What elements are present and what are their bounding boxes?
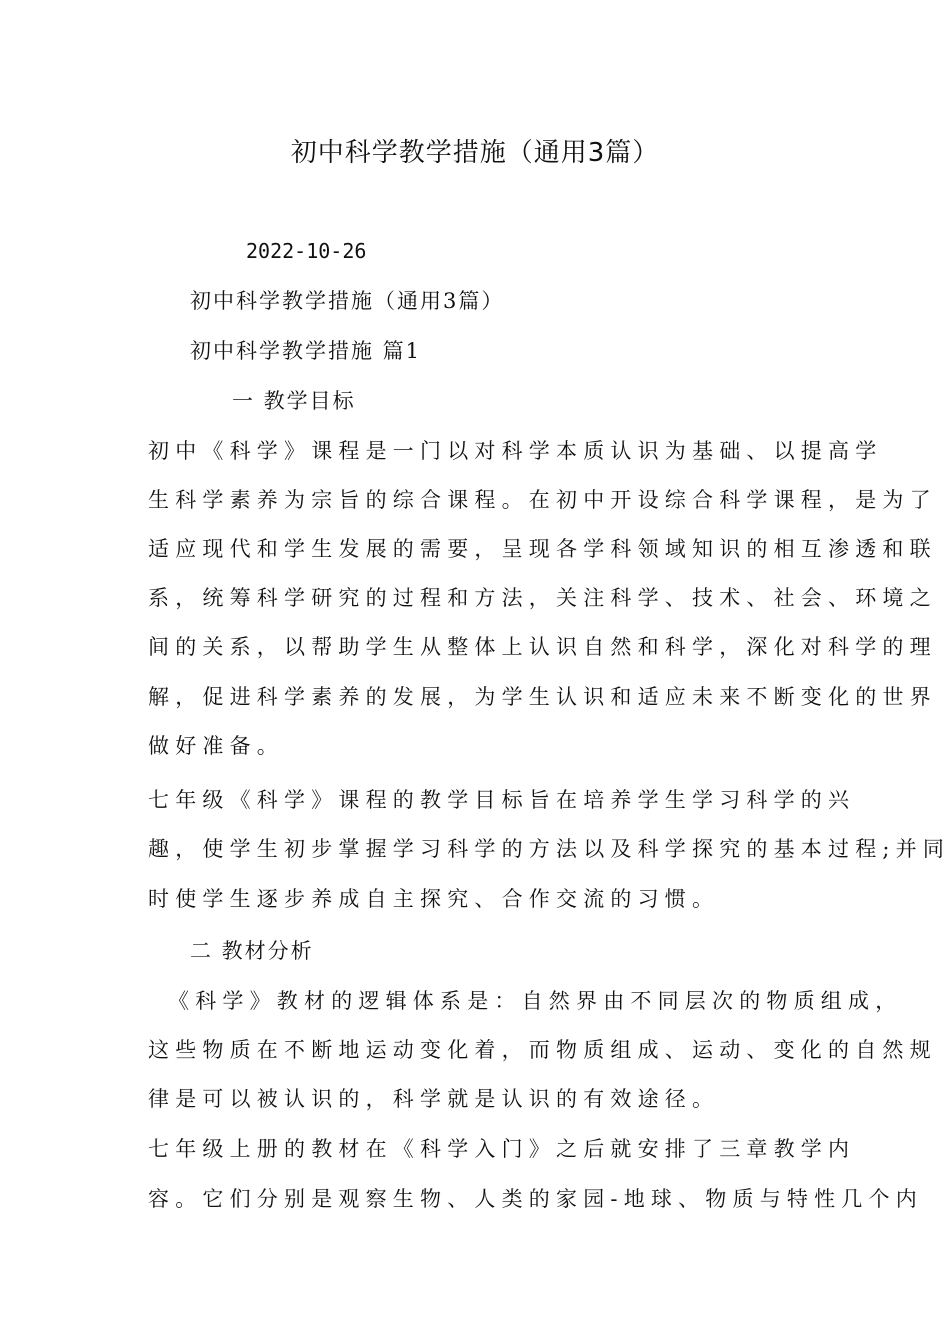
section-title: 初中科学教学措施 篇1 [190, 339, 422, 363]
paragraph-line: 初中《科学》课程是一门以对科学本质认识为基础、以提高学 [148, 439, 883, 463]
paragraph-line: 时使学生逐步养成自主探究、合作交流的习惯。 [148, 887, 720, 911]
paragraph-line: 生科学素养为宗旨的综合课程。在初中开设综合科学课程，是为了 [148, 488, 937, 512]
heading-teaching-goals: 一 教学目标 [232, 389, 356, 413]
document-title: 初中科学教学措施（通用3篇） [290, 138, 660, 168]
paragraph-line: 解，促进科学素养的发展，为学生认识和适应未来不断变化的世界 [148, 685, 937, 709]
paragraph-line: 容。它们分别是观察生物、人类的家园-地球、物质与特性几个内 [148, 1187, 923, 1211]
paragraph-line: 这些物质在不断地运动变化着，而物质组成、运动、变化的自然规 [148, 1038, 937, 1062]
paragraph-line: 适应现代和学生发展的需要，呈现各学科领域知识的相互渗透和联 [148, 537, 937, 561]
paragraph-line: 七年级上册的教材在《科学入门》之后就安排了三章教学内 [148, 1137, 856, 1161]
document-subtitle: 初中科学教学措施（通用3篇） [190, 289, 505, 313]
paragraph-line: 间的关系，以帮助学生从整体上认识自然和科学，深化对科学的理 [148, 635, 937, 659]
paragraph-line: 七年级《科学》课程的教学目标旨在培养学生学习科学的兴 [148, 788, 856, 812]
paragraph-line: 律是可以被认识的，科学就是认识的有效途径。 [148, 1087, 720, 1111]
paragraph-line: 系，统筹科学研究的过程和方法，关注科学、技术、社会、环境之 [148, 586, 937, 610]
document-date: 2022-10-26 [246, 239, 367, 263]
heading-material-analysis: 二 教材分析 [190, 939, 314, 963]
paragraph-line: 趣，使学生初步掌握学习科学的方法以及科学探究的基本过程;并同 [148, 837, 950, 861]
paragraph-line: 《科学》教材的逻辑体系是：自然界由不同层次的物质组成， [168, 989, 903, 1013]
paragraph-line: 做好准备。 [148, 734, 284, 758]
